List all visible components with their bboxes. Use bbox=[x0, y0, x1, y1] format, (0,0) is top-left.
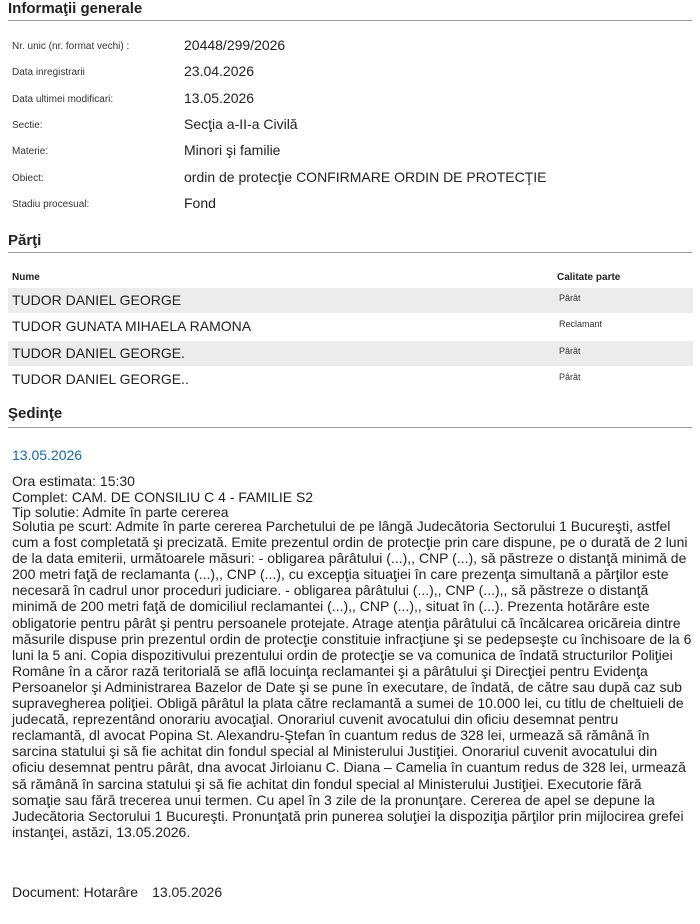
sedinta-complet: Complet: CAM. DE CONSILIU C 4 - FAMILIE S2 bbox=[12, 489, 314, 505]
info-row-nr-unic bbox=[0, 37, 700, 63]
sedinta-ora: Ora estimata: 15:30 bbox=[12, 473, 135, 489]
info-value: 23.04.2026 bbox=[184, 63, 255, 79]
info-row-sectie bbox=[0, 116, 700, 142]
parti-divider bbox=[8, 252, 692, 253]
sedinte-divider bbox=[8, 427, 692, 428]
info-label: Sectie: bbox=[12, 120, 43, 131]
party-row bbox=[8, 288, 693, 313]
party-name: TUDOR DANIEL GEORGE.. bbox=[12, 371, 189, 387]
info-row-data-modificari bbox=[0, 90, 700, 116]
info-section-title: Informaţii generale bbox=[8, 0, 143, 17]
info-label: Stadiu procesual: bbox=[12, 199, 90, 210]
sedinta-tip-solutie: Tip solutie: Admite în parte cererea bbox=[12, 504, 229, 520]
info-label: Materie: bbox=[12, 146, 49, 157]
info-label: Data inregistrarii bbox=[12, 67, 85, 78]
party-role: Pârât bbox=[559, 346, 581, 356]
party-row bbox=[8, 341, 693, 366]
info-label: Data ultimei modificari: bbox=[12, 94, 114, 105]
info-value: Secţia a-II-a Civilă bbox=[184, 116, 298, 132]
party-role: Pârât bbox=[559, 372, 581, 382]
info-row-stadiu bbox=[0, 195, 700, 221]
sedinta-document bbox=[12, 884, 222, 900]
party-row bbox=[8, 367, 693, 392]
info-value: Fond bbox=[184, 195, 216, 211]
info-row-materie bbox=[0, 142, 700, 168]
sedinta-date: 13.05.2026 bbox=[12, 447, 83, 463]
sedinta-solutie: Solutia pe scurt: Admite în parte cererea Parchetului de pe lângă Judecătoria Sectorului 1 Bucureşti, astfel cum a fost completată şi precizată. Emite prezentul ordin de protecţie prin care dispune, pe o durată de 2 luni de la data emiterii, următoarele măsuri: - obligarea pârâtului (...),, CNP (...), să păstreze o distanţă minimă de 200 metri faţă de reclamanta (...),, CNP (...), cu excepţia situaţiei în care prezenţa simultană a părţilor este necesară în cadrul unor proceduri judiciare. - obligarea pârâtului (...),, CNP (...),, să păstreze o distanţă minimă de 200 metri faţă de domiciliul reclamantei (...),, CNP (...),, situat în (...). Prezenta hotărâre este obligatorie pentru pârât şi pentru persoanele protejate. Atrage atenţia pârâtului că încălcarea oricăreia dintre măsurile dispuse prin prezentul ordin de protecţie constituie infracţiune şi se pedepseşte cu închisoare de la 6 luni la 5 ani. Copia dispozitivului prezentului ordin de protecţie se va comunica de îndată structurilor Poliţiei Române în a căror rază teritorială se află locuinţa reclamantei şi a pârâtului şi Direcţiei pentru Evidenţa Persoanelor şi Administrarea Bazelor de Date şi se pune în executare, de îndată, de către sau după caz sub supravegherea poliţiei. Obligă pârâtul la plata către reclamantă a sumei de 10.000 lei, cu titlu de cheltuieli de judecată, reprezentând onorariu avocaţial. Onorariul cuvenit avocatului din oficiu desemnat pentru reclamantă, dl avocat Popina St. Alexandru-Ştefan în cuantum redus de 328 lei, urmează să rămână în sarcina statului şi să fie achitat din fondul special al Ministerului Justiţiei. Onorariul cuvenit avocatului din oficiu desemnat pentru pârât, dna avocat Jirloianu C. Diana – Camelia în cuantum redus de 328 lei, urmează să rămână în sarcina statului şi să fie achitat din fondul special al Ministerului Justiţiei. Executorie fără somaţie sau fără trecerea unui termen. Cu apel în 3 zile de la pronunţare. Cererea de apel se depune la Judecătoria Sectorului 1 Bucureşti. Pronunţată prin punerea soluţiei la dispoziţia părţilor prin mijlocirea grefei instanţei, astăzi, 13.05.2026. bbox=[12, 518, 692, 840]
info-row-data-inregistrarii bbox=[0, 63, 700, 89]
party-role: Pârât bbox=[559, 293, 581, 303]
info-label: Obiect: bbox=[12, 173, 44, 184]
info-label: Nr. unic (nr. format vechi) : bbox=[12, 41, 130, 52]
info-row-obiect bbox=[0, 169, 700, 195]
sedinte-section-title: Şedinţe bbox=[8, 405, 63, 422]
parti-header-name: Nume bbox=[12, 272, 40, 283]
info-value: 13.05.2026 bbox=[184, 90, 255, 106]
party-row bbox=[8, 314, 693, 339]
party-name: TUDOR DANIEL GEORGE. bbox=[12, 345, 185, 361]
party-role: Reclamant bbox=[559, 319, 603, 329]
parti-header-role: Calitate parte bbox=[557, 272, 621, 283]
party-name: TUDOR GUNATA MIHAELA RAMONA bbox=[12, 318, 252, 334]
document-label: Document: Hotarâre bbox=[12, 884, 139, 900]
info-value: Minori şi familie bbox=[184, 142, 281, 158]
info-value: ordin de protecţie CONFIRMARE ORDIN DE PROTECŢIE bbox=[184, 169, 547, 185]
parti-section-title: Părţi bbox=[8, 232, 42, 249]
document-date: 13.05.2026 bbox=[152, 884, 223, 900]
info-value: 20448/299/2026 bbox=[184, 37, 286, 53]
info-divider bbox=[8, 20, 692, 21]
party-name: TUDOR DANIEL GEORGE bbox=[12, 292, 182, 308]
